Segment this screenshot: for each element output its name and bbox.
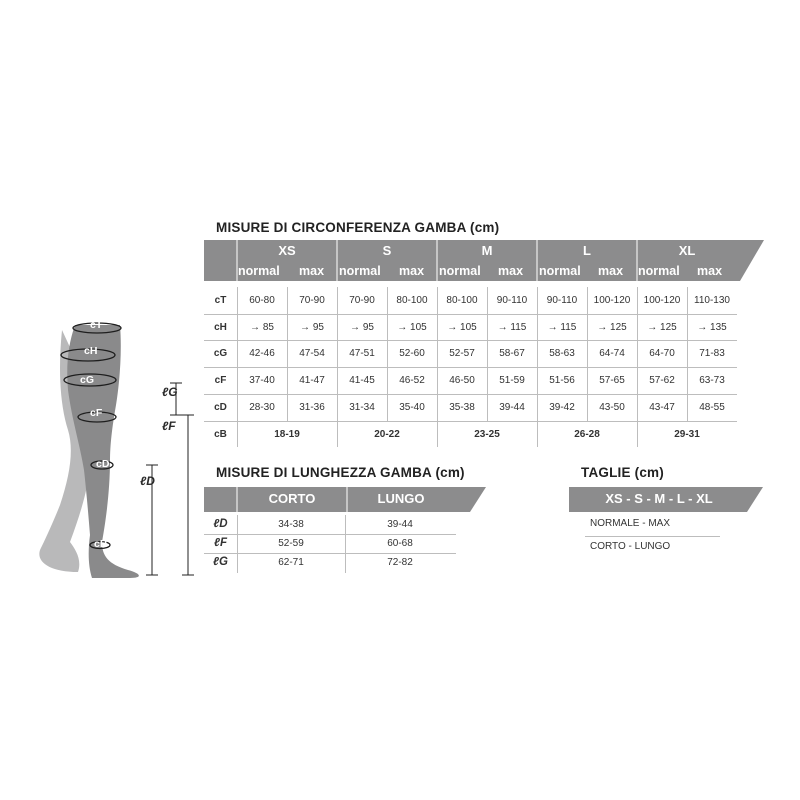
- table-cell: 26-28: [574, 429, 600, 440]
- sub-normal-s: normal: [339, 264, 381, 278]
- table-cell: 46-50: [449, 375, 475, 386]
- sub-normal-l: normal: [539, 264, 581, 278]
- leg-label-cg: cG: [80, 374, 95, 386]
- leg-label-ct: cT: [90, 319, 103, 331]
- table-cell: 80-100: [396, 295, 428, 306]
- sizes-line-2: CORTO - LUNGO: [590, 541, 671, 552]
- row-label: cT: [214, 295, 227, 306]
- size-header-s: S: [382, 243, 392, 258]
- table-cell: 63-73: [699, 375, 725, 386]
- table-cell: 41-47: [299, 375, 325, 386]
- row-label: cH: [214, 322, 227, 333]
- table-cell: → 105: [397, 322, 427, 333]
- sub-max-xl: max: [697, 264, 723, 278]
- table-cell: 100-120: [593, 295, 631, 306]
- sizes-line-1: NORMALE - MAX: [590, 518, 671, 529]
- leg-label-ch: cH: [84, 345, 98, 357]
- sub-max-xs: max: [299, 264, 325, 278]
- table-cell: 64-74: [599, 348, 625, 359]
- table-cell: 28-30: [249, 402, 275, 413]
- table-cell: 58-63: [549, 348, 575, 359]
- table-cell: 70-90: [299, 295, 325, 306]
- length-header-corto: CORTO: [268, 491, 316, 506]
- length-cell: 34-38: [278, 519, 304, 530]
- sub-normal-xs: normal: [238, 264, 280, 278]
- table-cell: 39-44: [499, 402, 525, 413]
- sub-normal-m: normal: [439, 264, 481, 278]
- table-cell: 43-50: [599, 402, 625, 413]
- length-row-label: ℓF: [214, 537, 227, 549]
- table-cell: 31-36: [299, 402, 325, 413]
- row-label: cF: [214, 375, 227, 386]
- row-label: cD: [214, 402, 227, 413]
- length-label-lf: ℓF: [162, 419, 176, 433]
- table-cell: → 125: [647, 322, 677, 333]
- table-cell: → 95: [350, 322, 374, 333]
- table-cell: → 115: [497, 322, 527, 333]
- table-cell: 20-22: [374, 429, 400, 440]
- sizes-title: TAGLIE (cm): [581, 465, 664, 480]
- length-header-lungo: LUNGO: [377, 491, 425, 506]
- table-cell: → 95: [300, 322, 324, 333]
- table-cell: 31-34: [349, 402, 375, 413]
- length-cell: 62-71: [278, 557, 304, 568]
- table-cell: 52-57: [449, 348, 475, 359]
- length-row-label: ℓD: [213, 518, 228, 530]
- length-title: MISURE DI LUNGHEZZA GAMBA (cm): [216, 465, 465, 480]
- table-cell: → 135: [697, 322, 727, 333]
- table-cell: → 105: [447, 322, 477, 333]
- circumference-title: MISURE DI CIRCONFERENZA GAMBA (cm): [216, 220, 500, 235]
- table-cell: 39-42: [549, 402, 575, 413]
- table-cell: 71-83: [699, 348, 725, 359]
- leg-label-cb: cB: [94, 538, 108, 550]
- table-cell: 51-59: [499, 375, 525, 386]
- table-cell: 100-120: [643, 295, 681, 306]
- size-header-xs: XS: [278, 243, 296, 258]
- table-cell: → 115: [547, 322, 577, 333]
- leg-label-cd: cD: [96, 458, 110, 470]
- table-cell: 48-55: [699, 402, 725, 413]
- sub-max-l: max: [598, 264, 624, 278]
- length-cell: 52-59: [278, 538, 304, 549]
- table-cell: 57-65: [599, 375, 625, 386]
- size-header-xl: XL: [678, 243, 696, 258]
- table-cell: 90-110: [546, 295, 578, 306]
- length-row-label: ℓG: [213, 556, 228, 568]
- table-cell: → 125: [597, 322, 627, 333]
- table-cell: 57-62: [649, 375, 675, 386]
- table-cell: → 85: [250, 322, 274, 333]
- table-cell: 43-47: [649, 402, 675, 413]
- sub-normal-xl: normal: [638, 264, 680, 278]
- row-label: cG: [213, 348, 228, 359]
- table-cell: 60-80: [249, 295, 275, 306]
- table-cell: 46-52: [399, 375, 425, 386]
- table-cell: 23-25: [474, 429, 500, 440]
- length-indicators: [130, 370, 200, 580]
- sub-max-s: max: [399, 264, 425, 278]
- table-cell: 47-51: [349, 348, 375, 359]
- table-cell: 35-40: [399, 402, 425, 413]
- leg-label-cf: cF: [90, 407, 103, 419]
- size-header-l: L: [583, 243, 591, 258]
- table-cell: 37-40: [249, 375, 275, 386]
- length-cell: 72-82: [387, 557, 413, 568]
- sizes-header-text: XS - S - M - L - XL: [605, 491, 713, 506]
- sub-max-m: max: [498, 264, 524, 278]
- table-cell: 52-60: [399, 348, 425, 359]
- table-cell: 29-31: [674, 429, 700, 440]
- table-cell: 90-110: [496, 295, 528, 306]
- row-label: cB: [214, 429, 227, 440]
- length-cell: 39-44: [387, 519, 413, 530]
- table-cell: 80-100: [446, 295, 478, 306]
- table-cell: 47-54: [299, 348, 325, 359]
- length-cell: 60-68: [387, 538, 413, 549]
- table-cell: 18-19: [274, 429, 300, 440]
- table-cell: 58-67: [499, 348, 525, 359]
- table-cell: 64-70: [649, 348, 675, 359]
- table-cell: 110-130: [694, 295, 730, 306]
- size-header-m: M: [481, 243, 493, 258]
- table-cell: 51-56: [549, 375, 575, 386]
- table-cell: 42-46: [249, 348, 275, 359]
- table-cell: 35-38: [449, 402, 475, 413]
- length-label-ld: ℓD: [140, 474, 155, 488]
- table-cell: 41-45: [349, 375, 375, 386]
- length-label-lg: ℓG: [162, 385, 178, 399]
- table-cell: 70-90: [349, 295, 375, 306]
